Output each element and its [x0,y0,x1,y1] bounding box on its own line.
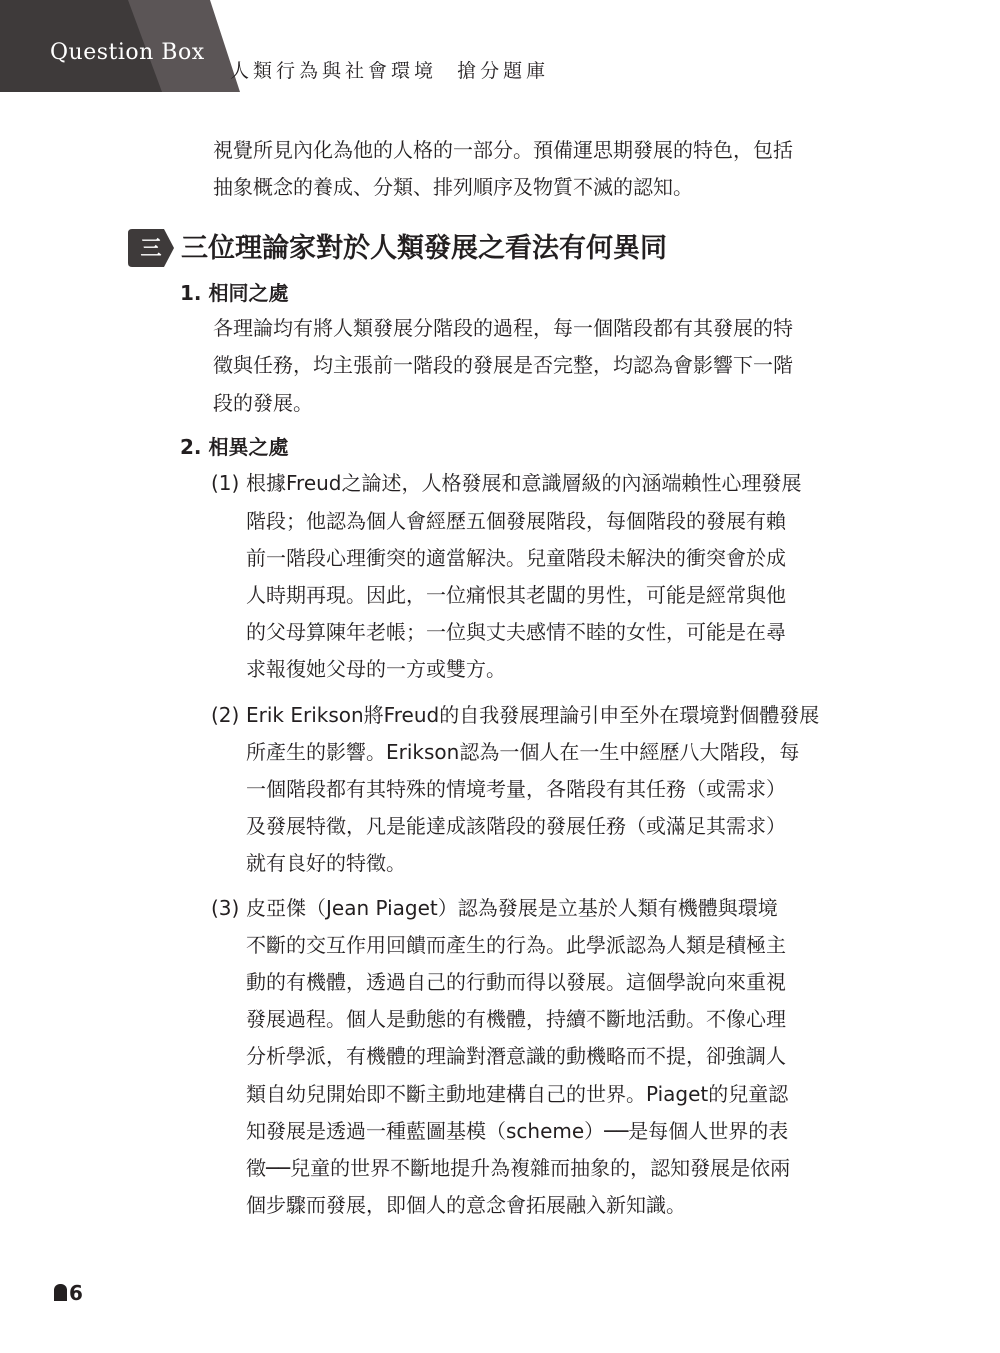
item-line: 及發展特徵，凡是能達成該階段的發展任務（或滿足其需求） [246,814,786,838]
item-line: 動的有機體，透過自己的行動而得以發展。這個學說向來重視 [246,970,786,994]
section-title: 三位理論家對於人類發展之看法有何異同 [181,233,667,264]
item-marker: (1) [211,471,240,495]
item-line: 類自幼兒開始即不斷主動地建構自己的世界。Piaget的兒童認 [246,1082,789,1106]
item-line: 不斷的交互作用回饋而產生的行為。此學派認為人類是積極主 [246,933,786,957]
section-number: 三 [140,236,162,260]
item-line: 發展過程。個人是動態的有機體，持續不斷地活動。不像心理 [246,1007,786,1031]
item-line: 徵──兒童的世界不斷地提升為複雜而抽象的，認知發展是依兩 [246,1156,791,1180]
item-line: 所產生的影響。Erikson認為一個人在一生中經歷八大階段，每 [246,740,800,764]
item-line: Erik Erikson將Freud的自我發展理論引申至外在環境對個體發展 [246,703,820,727]
page-marker-icon [54,1284,67,1301]
similarities-line: 各理論均有將人類發展分階段的過程，每一個階段都有其發展的特 [213,316,793,340]
item-line: 皮亞傑（Jean Piaget）認為發展是立基於人類有機體與環境 [246,896,778,920]
item-line: 人時期再現。因此，一位痛恨其老闆的男性，可能是經常與他 [246,583,786,607]
item-line: 求報復她父母的一方或雙方。 [246,657,506,681]
item-line: 根據Freud之論述，人格發展和意識層級的內涵端賴性心理發展 [246,471,802,495]
similarities-heading: 1. 相同之處 [180,281,289,305]
header-brand: Question Box [50,40,205,65]
item-line: 知發展是透過一種藍圖基模（scheme）──是每個人世界的表 [246,1119,789,1143]
item-line: 個步驟而發展，即個人的意念會拓展融入新知識。 [246,1193,686,1217]
item-line: 一個階段都有其特殊的情境考量，各階段有其任務（或需求） [246,777,786,801]
similarities-line: 徵與任務，均主張前一階段的發展是否完整，均認為會影響下一階 [213,353,793,377]
item-line: 就有良好的特徵。 [246,851,406,875]
header-subtitle: 人類行為與社會環境 搶分題庫 [230,60,550,82]
page-number: 6 [69,1281,83,1305]
item-line: 前一階段心理衝突的適當解決。兒童階段未解決的衝突會於成 [246,546,786,570]
differences-heading: 2. 相異之處 [180,435,289,459]
item-marker: (2) [211,703,240,727]
item-line: 分析學派，有機體的理論對潛意識的動機略而不提，卻強調人 [246,1044,786,1068]
item-line: 階段；他認為個人會經歷五個發展階段，每個階段的發展有賴 [246,509,786,533]
intro-line: 抽象概念的養成、分類、排列順序及物質不滅的認知。 [213,175,693,199]
item-line: 的父母算陳年老帳；一位與丈夫感情不睦的女性，可能是在尋 [246,620,786,644]
intro-line: 視覺所見內化為他的人格的一部分。預備運思期發展的特色，包括 [213,138,793,162]
item-marker: (3) [211,896,240,920]
similarities-line: 段的發展。 [213,391,313,415]
